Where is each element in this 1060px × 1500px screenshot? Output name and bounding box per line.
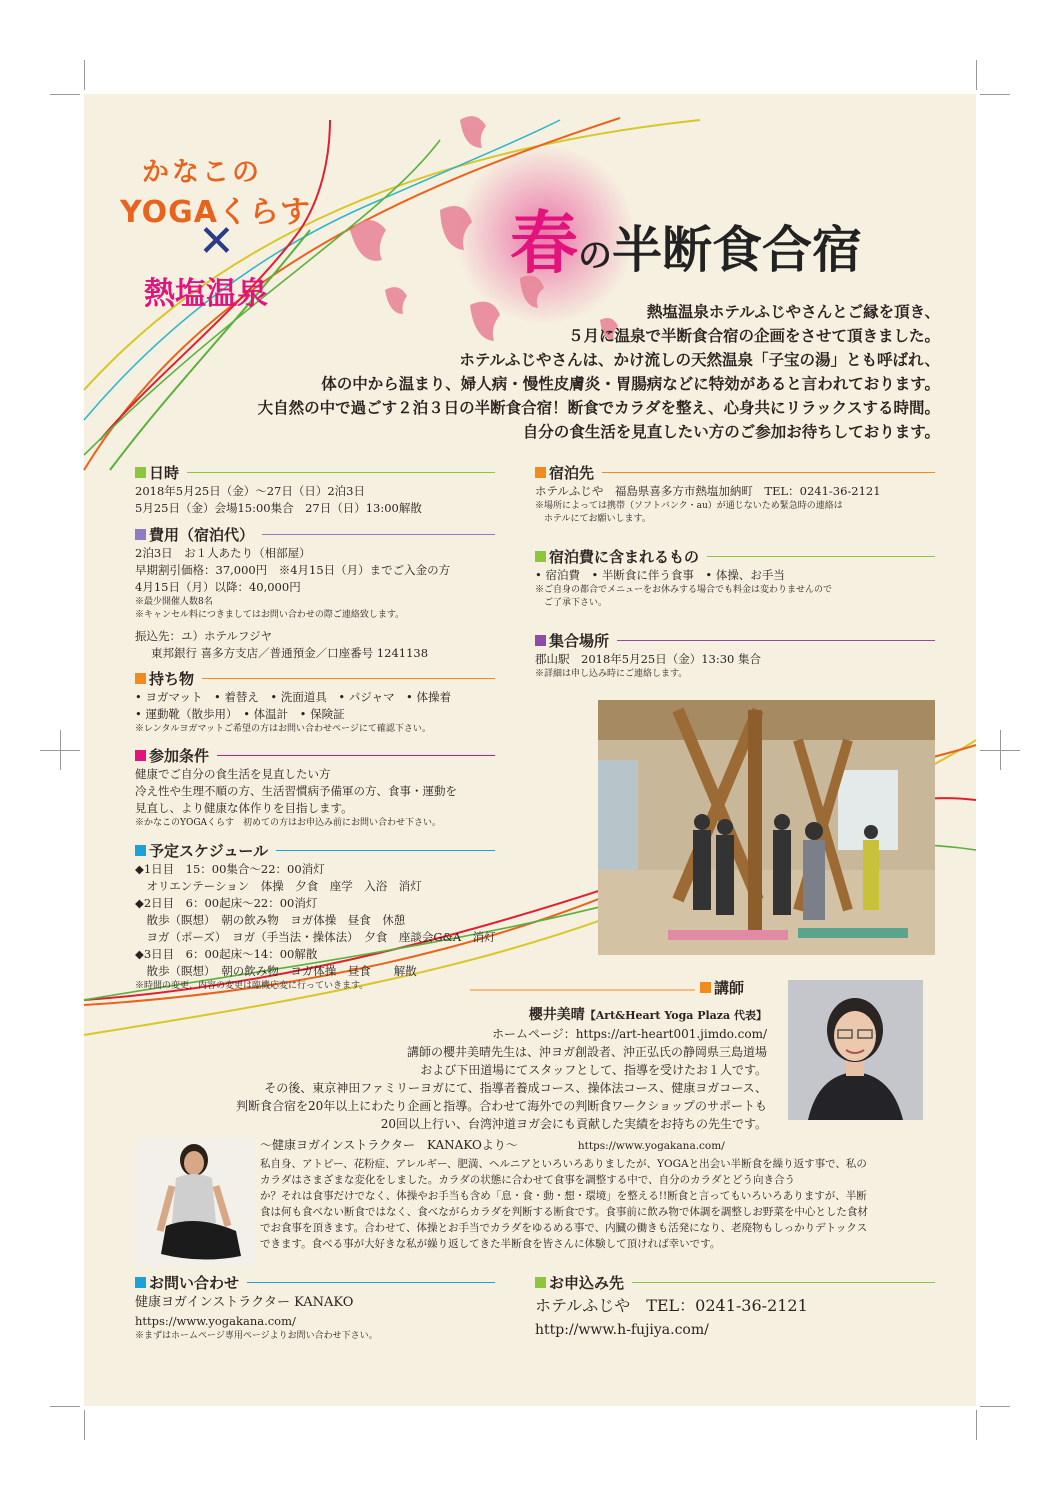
apply-phone: ホテルふじや TEL：0241-36-2121 bbox=[535, 1296, 808, 1315]
section-line: 見直し、より健康な体作りを目指します。 bbox=[135, 801, 353, 815]
contact-name: 健康ヨガインストラクター KANAKO bbox=[135, 1295, 354, 1310]
square-icon bbox=[135, 529, 146, 540]
square-icon bbox=[535, 1277, 546, 1288]
section-line: 5月25日（金）会場15:00集合 27日（日）13:00解散 bbox=[135, 501, 422, 515]
kanako-line: カラダはさまざまな変化をしました。カラダの状態に合わせて食事を調整する中で、自分のカラダとどう向き合う bbox=[260, 1174, 795, 1186]
section-line: 2泊3日 お１人あたり（相部屋） bbox=[135, 546, 311, 560]
teacher-line: 判断食合宿を20年以上にわたり企画と指導。合わせて海外での判断食ワークショップのサポートも bbox=[235, 1099, 767, 1113]
teacher-illustration bbox=[788, 980, 923, 1120]
intro-line: 大自然の中で過ごす２泊３日の半断食合宿！断食でカラダを整え、心身共にリラックスする時間。 bbox=[257, 398, 940, 417]
kanako-message bbox=[260, 1135, 868, 1252]
teacher-line: ホームページ：https://art-heart001.jimdo.com/ bbox=[492, 1027, 767, 1041]
section-note: ※ご自身の都合でメニューをお休みする場合でも料金は変わりませんので bbox=[535, 585, 833, 595]
brand-line3: 熱塩温泉 bbox=[144, 276, 268, 312]
kanako-illustration bbox=[136, 1138, 256, 1266]
kanako-url[interactable]: https://www.yogakana.com/ bbox=[577, 1140, 725, 1152]
intro-line: 熱塩温泉ホテルふじやさんとご縁を頂き、 bbox=[646, 302, 940, 321]
section-title: 日時 bbox=[149, 464, 180, 482]
section-note: ※まずはホームページ専用ページよりお問い合わせ下さい。 bbox=[135, 1331, 378, 1341]
brand-line2: YOGAくらす bbox=[120, 195, 311, 230]
teacher-role: 【Art&Heart Yoga Plaza 代表】 bbox=[584, 1009, 767, 1022]
teacher-rule bbox=[470, 988, 695, 992]
section-line: 郡山駅 2018年5月25日（金）13:30 集合 bbox=[535, 652, 762, 666]
intro-line: ホテルふじやさんは、かけ流しの天然温泉「子宝の湯」とも呼ばれ、 bbox=[459, 350, 940, 369]
intro-text bbox=[258, 300, 940, 444]
kanako-heading: 〜健康ヨガインストラクター KANAKOより〜 bbox=[260, 1138, 518, 1152]
kanako-line: か？それは食事だけでなく、体操やお手当も含め「息・食・動・想・環境」を整える!!断食と言ってもいろいろありますが、半断 bbox=[260, 1190, 867, 1202]
section-title: 予定スケジュール bbox=[149, 842, 269, 860]
teacher-profile bbox=[236, 1006, 767, 1133]
section-line: 冷え性や生理不順の方、生活習慣病予備軍の方、食事・運動を bbox=[135, 784, 457, 798]
section-conditions bbox=[135, 745, 495, 830]
square-icon bbox=[135, 1277, 146, 1288]
section-title: 講師 bbox=[714, 979, 745, 997]
contact-url[interactable]: https://www.yogakana.com/ bbox=[135, 1314, 296, 1328]
title-no: の bbox=[578, 236, 613, 276]
section-meeting-place bbox=[535, 630, 935, 681]
section-title: 宿泊費に含まれるもの bbox=[549, 548, 700, 566]
kanako-line: でお食事を頂きます。合わせて、体操とお手当でカラダをゆるめる事で、内臓の働きも活発になり、老廃物もしっかりデトックス bbox=[260, 1222, 868, 1234]
square-icon bbox=[135, 845, 146, 856]
section-note: ※時間の変更、内容の変更は臨機応変に行っていきます。 bbox=[135, 981, 369, 991]
square-icon bbox=[535, 467, 546, 478]
section-apply bbox=[535, 1272, 935, 1341]
section-line: 2018年5月25日（金）〜27日（日）2泊3日 bbox=[135, 484, 365, 498]
section-note: ※場所によっては携帯（ソフトバンク・au）が通じないため緊急時の連絡は bbox=[535, 501, 843, 511]
schedule-line: 散歩（瞑想） 朝の飲み物 ヨガ体操 昼食 休憩 bbox=[135, 913, 406, 927]
cross-mark: ✕ bbox=[198, 216, 235, 267]
section-line: 4月15日（月）以降：40,000円 bbox=[135, 580, 301, 594]
square-icon bbox=[135, 750, 146, 761]
section-note: ※レンタルヨガマットご希望の方はお問い合わせページにて確認下さい。 bbox=[135, 724, 431, 734]
teacher-name: 櫻井美晴 bbox=[528, 1007, 585, 1023]
bank-line: 東邦銀行 喜多方支店／普通預金／口座番号 1241138 bbox=[151, 646, 429, 660]
section-date bbox=[135, 462, 495, 517]
teacher-line: 20回以上行い、台湾沖道ヨガ会にも貢献した実績をお持ちの先生です。 bbox=[380, 1117, 767, 1131]
section-line: • 運動靴（散歩用） • 体温計 • 保険証 bbox=[135, 707, 345, 721]
section-line: 健康でご自分の食生活を見直したい方 bbox=[135, 767, 331, 781]
schedule-line: オリエンテーション 体操 夕食 座学 入浴 消灯 bbox=[135, 879, 422, 893]
teacher-photo bbox=[788, 980, 923, 1120]
section-contact bbox=[135, 1272, 495, 1343]
kanako-line: 食は何も食べない断食ではなく、食べながらカラダを判断する断食です。食事前に飲み物で体調を調整しお野菜を中心とした食材 bbox=[260, 1206, 868, 1218]
schedule-line: ◆1日目 15：00集合〜22：00消灯 bbox=[135, 862, 325, 876]
section-line: 早期割引価格：37,000円 ※4月15日（月）までご入金の方 bbox=[135, 563, 451, 577]
section-title: 宿泊先 bbox=[549, 464, 595, 482]
title-rest: 半断食合宿 bbox=[612, 220, 863, 279]
kanako-line: 私自身、アトピー、花粉症、アレルギー、肥満、ヘルニアといろいろありましたが、YOGAと出会い半断食を繰り返す事で、私の bbox=[260, 1158, 867, 1170]
section-note: ※詳細は申し込み時にご連絡します。 bbox=[535, 669, 688, 679]
teacher-line: および下田道場にてスタッフとして、指導を受けたお１人です。 bbox=[420, 1063, 767, 1077]
schedule-line: 散歩（瞑想） 朝の飲み物 ヨガ体操 昼食 解散 bbox=[135, 964, 417, 978]
section-fee bbox=[135, 524, 495, 662]
teacher-heading bbox=[700, 977, 780, 998]
square-icon bbox=[700, 982, 711, 993]
section-included bbox=[535, 546, 935, 610]
section-line: • ヨガマット • 着替え • 洗面道具 • パジャマ • 体操着 bbox=[135, 690, 452, 704]
section-title: お問い合わせ bbox=[149, 1274, 240, 1292]
kanako-line: できます。食べる事が大好きな私が繰り返してきた半断食を皆さんに体験して頂ければ幸いです。 bbox=[260, 1238, 721, 1250]
intro-line: ５月に温泉で半断食合宿の企画をさせて頂きました。 bbox=[567, 326, 940, 345]
intro-line: 体の中から温まり、婦人病・慢性皮膚炎・胃腸病などに特効があると言われております。 bbox=[321, 374, 940, 393]
section-title: 費用（宿泊代） bbox=[149, 526, 255, 544]
page-title bbox=[510, 190, 862, 287]
section-note: ※かなこのYOGAくらす 初めての方はお申込み前にお問い合わせ下さい。 bbox=[135, 818, 442, 828]
square-icon bbox=[135, 467, 146, 478]
section-title: 参加条件 bbox=[149, 747, 210, 765]
schedule-line: ◆2日目 6：00起床〜22：00消灯 bbox=[135, 896, 318, 910]
square-icon bbox=[135, 673, 146, 684]
section-line: ホテルふじや 福島県喜多方市熱塩加納町 TEL：0241-36-2121 bbox=[535, 484, 881, 498]
apply-url[interactable]: http://www.h-fujiya.com/ bbox=[535, 1322, 709, 1338]
section-schedule bbox=[135, 840, 495, 993]
section-note: ※最少開催人数8名 bbox=[135, 597, 213, 607]
title-haru: 春 bbox=[510, 204, 579, 284]
section-title: 持ち物 bbox=[149, 670, 195, 688]
section-note: ホテルにてお願いします。 bbox=[535, 514, 651, 524]
section-note: ご了承下さい。 bbox=[535, 598, 608, 608]
brand-line1: かなこの bbox=[142, 157, 262, 188]
intro-line: 自分の食生活を見直したい方のご参加お待ちしております。 bbox=[522, 422, 940, 441]
yoga-class-illustration bbox=[598, 700, 935, 955]
square-icon bbox=[535, 551, 546, 562]
schedule-line: ヨガ（ポーズ） ヨガ（手当法・操体法） 夕食 座談会G&A 消灯 bbox=[135, 930, 496, 944]
section-stay bbox=[535, 462, 935, 526]
teacher-line: その後、東京神田ファミリーヨガにて、指導者養成コース、操体法コース、健康ヨガコース、 bbox=[264, 1081, 767, 1095]
section-title: お申込み先 bbox=[549, 1274, 625, 1292]
section-title: 集合場所 bbox=[549, 632, 610, 650]
teacher-line: 講師の櫻井美晴先生は、沖ヨガ創設者、沖正弘氏の静岡県三島道場 bbox=[406, 1045, 767, 1059]
square-icon bbox=[535, 635, 546, 646]
bank-line: 振込先：ユ）ホテルフジヤ bbox=[135, 629, 272, 643]
section-line: • 宿泊費 • 半断食に伴う食事 • 体操、お手当 bbox=[535, 568, 785, 582]
yoga-class-photo bbox=[598, 700, 935, 955]
kanako-photo bbox=[136, 1138, 256, 1266]
schedule-line: ◆3日目 6：00起床〜14：00解散 bbox=[135, 947, 318, 961]
section-note: ※キャンセル料につきましてはお問い合わせの際ご連絡致します。 bbox=[135, 610, 405, 620]
section-items bbox=[135, 668, 495, 736]
